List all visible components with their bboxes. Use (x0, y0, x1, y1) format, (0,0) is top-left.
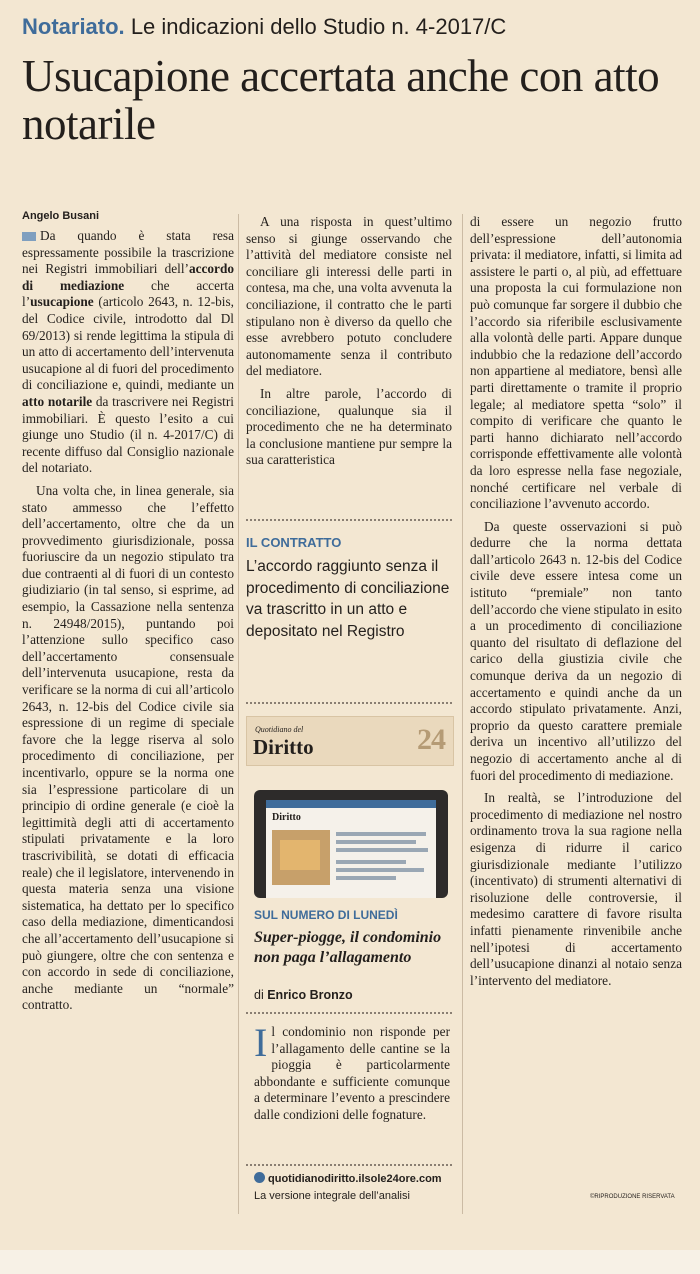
paragraph: In altre parole, l’accordo di conciliazione, qualunque sia il procedimento che ne ha determinato la conclusione mantiene pur sempre la sua caratteristica (246, 385, 452, 468)
banner-small-text: Quotidiano del (255, 725, 304, 734)
dotted-divider (246, 702, 452, 704)
copyright-notice: ©RIPRODUZIONE RISERVATA (590, 1194, 675, 1200)
promo-headline: Super-piogge, il condominio non paga l’allagamento (254, 929, 442, 966)
section-label: Notariato. (22, 14, 125, 39)
column-divider (238, 214, 239, 1214)
article-column-1 (22, 228, 234, 1020)
screen-text-line (336, 876, 396, 880)
globe-icon (254, 1172, 265, 1183)
paragraph: A una risposta in quest’ultimo senso si giunge osservando che l’attività del mediatore consiste nel conciliare gli interessi delle parti in contesa, ma che, una volta avvenuta la conciliazione, il contratto che le parti stipulano non è diverso da quello che esse avrebbero potuto concludere autonomamente senza il contributo del mediatore. (246, 214, 452, 379)
promo-byline: di Enrico Bronzo (254, 988, 353, 1002)
box-title: IL CONTRATTO (246, 535, 342, 550)
paragraph: In realtà, se l’introduzione del procedimento di mediazione nel nostro ordinamento trova la sua ragione nella esigenza di ridurre il carico giurisdizionale mediante l’utilizzo (incentivato) di strumenti alternativi di risoluzione delle controversie, il medesimo carattere di favore risulta infatti pienamente rinvenibile anche nell’ipotesi di accertamento dell’usucapione dinanzi al notaio senza l’intervento del mediatore. (470, 790, 682, 988)
paragraph: Da quando è stata resa espressamente possibile la trascrizione nei Registri immobiliari dell’accordo di mediazione che accerta l’usucapione (articolo 2643, n. 12-bis, del Codice civile, introdotto dal Dl 69/2013) si rende legittima la stipula di un atto di accertamento dell’intervenuta usucapione al di fuori del procedimento di conciliazione e, quindi, mediante un atto notarile da trascrivere nei Registri immobiliari. È questo l’esito a cui giunge uno Studio (il n. 4-2017/C) di recente diffuso dal Consiglio nazionale del notariato. (22, 228, 234, 476)
tablet-screen (266, 800, 436, 898)
box-text: L’accordo raggiunto senza il procedimento di conciliazione va trascritto in un atto e depositato nel Registro (246, 558, 450, 640)
kicker-title: Le indicazioni dello Studio n. 4-2017/C (130, 14, 507, 39)
page-bottom-margin (0, 1250, 700, 1274)
article-column-2 (246, 214, 452, 475)
tablet-image (254, 790, 448, 898)
promo-note: La versione integrale dell’analisi (254, 1190, 410, 1202)
quotidiano-diritto-banner (246, 716, 454, 766)
promo-body: Il condominio non risponde per l’allagamento delle cantine se la pioggia è particolarmente abbondante e sufficiente comunque a determinare l’evento a prescindere dalle condizioni delle fognature. (254, 1020, 450, 1122)
promo-url[interactable]: quotidianodiritto.ilsole24ore.com (254, 1172, 442, 1185)
promo-title: SUL NUMERO DI LUNEDÌ (254, 908, 398, 922)
screen-text-line (336, 840, 416, 844)
paragraph-marker-icon (22, 232, 36, 241)
headline: Usucapione accertata anche con atto notarile (22, 51, 660, 149)
screen-text-line (336, 860, 406, 864)
paragraph: Una volta che, in linea generale, sia stato ammesso che l’effetto dell’accertamento, oltre che da un provvedimento giurisdizionale, possa fuoriuscire da un negozio stipulato tra due contraenti al di fuori di un contesto giudiziario (in tal senso, si esprime, ad esempio, la Cassazione nella sentenza n. 24948/2015), puntando poi l’attenzione sullo specifico caso dell’accertamento consensuale dell’intervenuta usucapione, resta da verificare se la norma di cui all’articolo 2643, n. 12-bis del Codice civile sia espressione di un regime di speciale favore che la legge riserva al solo procedimento di conciliazione, per incentivarlo, oppure se la norma one sia l’espressione particolare di un principio di ordine generale (e cioè la legittimità degli atti di accertamento stipulati privatamente e la loro trascrivibilità, se dotati di efficacia reale) che il legislatore, intervenendo in questa materia senza una visione sistematica, ha dettato per lo specifico caso della mediazione, dimenticandosi che all’accertamento dell’usucapione si può giungere, oltre che con sentenza e con accordo in sede di conciliazione, anche mediante un “normale” contratto. (22, 482, 234, 1013)
paragraph: di essere un negozio frutto dell’espressione dell’autonomia privata: il mediatore, infatti, si limita ad assistere le parti o, al più, ad effettuare una proposta la cui formulazione non può comunque far sorgere il dubbio che l’accordo sia riferibile esclusivamente alla volontà delle parti. Appare dunque indubbio che la redazione dell’accordo non appartiene al mediatore, bensì alle parti direttamente o tramite il proprio legale; al mediatore spetta “solo” il compito di verificare che quanto le parti hanno dichiarato nell’accordo corrisponde effettivamente alle volontà da loro espresse nella fase negoziale, nonché certificare nel verbale di conciliazione l’avvenuto accordo. (470, 214, 682, 512)
dotted-divider (246, 519, 452, 521)
drop-cap: I (254, 1020, 268, 1065)
screen-logo: Diritto (272, 812, 301, 823)
kicker (22, 14, 506, 40)
dotted-divider (246, 1012, 452, 1014)
dotted-divider (246, 1164, 452, 1166)
column-divider (462, 214, 463, 1214)
article-column-3 (470, 214, 682, 995)
promo-author: Enrico Bronzo (267, 988, 353, 1002)
screen-text-line (336, 848, 428, 852)
banner-number: 24 (417, 723, 445, 756)
author: Angelo Busani (22, 210, 100, 222)
screen-text-line (336, 868, 424, 872)
paragraph: Da queste osservazioni si può dedurre che la norma dettata dall’articolo 2643 n. 12-bis del Codice civile deve essere intesa come un istituto “premiale” non tanto dell’accordo che viene stipulato in esito a un procedimento di conciliazione quanto del risultato di deflazione del carico della giustizia civile che comunque deriva da un negozio di accertamento e quindi anche da un accordo stipulato privatamente. Anzi, proprio da questo carattere premiale deriva un incentivo all’utilizzo del negozio di accertamento anche al di fuori del procedimento di mediazione. (470, 518, 682, 783)
screen-nav-bar (266, 800, 436, 808)
screen-photo (272, 830, 330, 885)
banner-name: Diritto (253, 735, 314, 759)
screen-text-line (336, 832, 426, 836)
